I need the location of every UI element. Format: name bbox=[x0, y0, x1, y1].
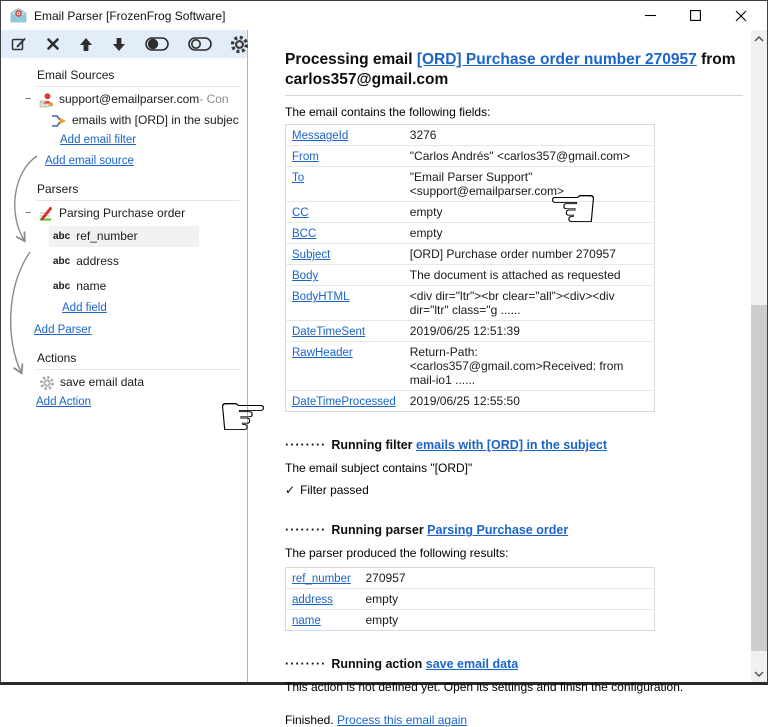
processing-log-panel bbox=[248, 30, 751, 727]
table-row bbox=[286, 244, 655, 265]
settings-gear-icon[interactable] bbox=[231, 36, 248, 53]
minimize-icon bbox=[645, 10, 656, 21]
field-value: empty bbox=[404, 202, 655, 223]
table-row bbox=[286, 286, 655, 321]
collapse-toggle[interactable]: − bbox=[25, 207, 32, 219]
close-icon bbox=[735, 10, 747, 22]
action-gear-icon bbox=[39, 375, 55, 391]
field-link[interactable]: To bbox=[292, 172, 305, 185]
table-row bbox=[286, 321, 655, 342]
page-title bbox=[285, 50, 743, 90]
toggle-on-icon[interactable] bbox=[145, 36, 169, 53]
section-actions: Actions bbox=[37, 351, 239, 370]
field-link[interactable]: RawHeader bbox=[292, 347, 353, 360]
result-field-link[interactable]: name bbox=[292, 615, 321, 628]
collapse-toggle[interactable]: − bbox=[25, 93, 32, 105]
running-filter-label: Running filter bbox=[331, 438, 417, 453]
filter-detail: The email subject contains "[ORD]" bbox=[285, 461, 473, 476]
field-link[interactable]: BCC bbox=[292, 228, 317, 241]
tree-item-action[interactable] bbox=[1, 374, 247, 391]
field-value: <div dir="ltr"><br clear="all"><div><div dir="ltr" class="g ...... bbox=[404, 286, 655, 321]
tree-item-field-address[interactable] bbox=[49, 251, 199, 272]
tree-item-parser[interactable] bbox=[1, 205, 247, 222]
action-label: save email data bbox=[60, 375, 145, 389]
heading-from: from bbox=[696, 51, 736, 68]
field-link[interactable]: From bbox=[292, 151, 319, 164]
field-link[interactable]: Body bbox=[292, 270, 319, 283]
move-up-icon[interactable] bbox=[79, 36, 93, 53]
field-value: "Carlos Andrés" <carlos357@gmail.com> bbox=[404, 146, 655, 167]
maximize-button[interactable] bbox=[673, 1, 718, 30]
table-row bbox=[286, 610, 655, 631]
process-again-link[interactable]: Process this email again bbox=[337, 713, 468, 727]
dots-prefix: ········ bbox=[285, 657, 327, 672]
table-row bbox=[286, 125, 655, 146]
table-row bbox=[286, 391, 655, 412]
email-filter-label: emails with [ORD] in the subjec bbox=[72, 113, 239, 127]
field-link[interactable]: CC bbox=[292, 207, 309, 220]
add-email-source-link[interactable]: Add email source bbox=[45, 155, 134, 167]
table-row bbox=[286, 265, 655, 286]
dots-prefix: ········ bbox=[285, 523, 327, 538]
result-value: empty bbox=[360, 610, 655, 631]
table-row bbox=[286, 202, 655, 223]
parser-link[interactable]: Parsing Purchase order bbox=[427, 523, 569, 538]
field-value: The document is attached as requested bbox=[404, 265, 655, 286]
email-source-status: - Con bbox=[199, 92, 229, 106]
finished-line bbox=[285, 713, 743, 727]
filter-link[interactable]: emails with [ORD] in the subject bbox=[416, 438, 608, 453]
arrow-filter-to-parser bbox=[15, 156, 37, 240]
running-action-line bbox=[285, 657, 743, 671]
add-field-link[interactable]: Add field bbox=[62, 302, 107, 314]
field-label: name bbox=[76, 279, 107, 293]
parser-label: Parsing Purchase order bbox=[59, 206, 186, 220]
add-action-link[interactable]: Add Action bbox=[36, 396, 91, 408]
filter-icon bbox=[51, 113, 67, 129]
tree-item-field-name[interactable] bbox=[49, 276, 199, 297]
action-link[interactable]: save email data bbox=[425, 657, 519, 672]
field-value: "Email Parser Support" <support@emailparser.com> bbox=[404, 167, 655, 202]
result-value: empty bbox=[360, 589, 655, 610]
toolbar bbox=[1, 30, 247, 58]
tree-item-email-filter[interactable] bbox=[1, 112, 247, 129]
move-down-icon[interactable] bbox=[112, 36, 126, 53]
field-label: ref_number bbox=[76, 229, 138, 243]
parser-results-table bbox=[285, 567, 655, 631]
field-label: address bbox=[76, 254, 119, 268]
app-logo-icon bbox=[10, 8, 27, 23]
tree-item-field-ref-number[interactable] bbox=[49, 226, 199, 247]
table-row bbox=[286, 342, 655, 391]
result-field-link[interactable]: ref_number bbox=[292, 573, 351, 586]
titlebar bbox=[1, 1, 767, 30]
running-parser-label: Running parser bbox=[331, 523, 428, 538]
hand-pointer-right-icon: ☞ bbox=[217, 382, 269, 450]
text-field-icon: abc bbox=[53, 256, 71, 267]
section-parsers: Parsers bbox=[37, 182, 239, 201]
field-value: empty bbox=[404, 223, 655, 244]
config-tree bbox=[1, 58, 247, 682]
scrollbar-thumb[interactable] bbox=[751, 305, 767, 651]
email-subject-link[interactable]: [ORD] Purchase order number 270957 bbox=[416, 51, 697, 68]
add-email-filter-link[interactable]: Add email filter bbox=[60, 134, 137, 146]
field-link[interactable]: DateTimeSent bbox=[292, 326, 366, 339]
action-detail: This action is not defined yet. Open its settings and finish the configuration. bbox=[285, 680, 684, 695]
field-value: 2019/06/25 12:55:50 bbox=[404, 391, 655, 412]
running-parser-line bbox=[285, 523, 743, 537]
add-parser-link[interactable]: Add Parser bbox=[34, 324, 92, 336]
finished-text: Finished. bbox=[285, 713, 338, 727]
edit-icon[interactable] bbox=[11, 36, 27, 53]
close-button[interactable] bbox=[718, 1, 763, 30]
table-row bbox=[286, 146, 655, 167]
running-action-label: Running action bbox=[331, 657, 426, 672]
scroll-up-icon[interactable] bbox=[751, 30, 767, 47]
fields-intro: The email contains the following fields: bbox=[285, 105, 491, 120]
field-link[interactable]: BodyHTML bbox=[292, 291, 350, 304]
hand-pointer-left-icon: ☜ bbox=[547, 174, 599, 242]
field-value: 3276 bbox=[409, 128, 437, 143]
email-source-label: support@emailparser.com bbox=[59, 92, 200, 106]
text-field-icon: abc bbox=[53, 231, 71, 242]
result-field-link[interactable]: address bbox=[292, 594, 333, 607]
field-link[interactable]: MessageId bbox=[292, 130, 349, 143]
text-field-icon: abc bbox=[53, 281, 71, 292]
field-value: 2019/06/25 12:51:39 bbox=[404, 321, 655, 342]
result-value: 270957 bbox=[365, 571, 406, 586]
section-email-sources: Email Sources bbox=[37, 68, 239, 87]
filter-result-text: Filter passed bbox=[300, 483, 369, 498]
window-title: Email Parser [FrozenFrog Software] bbox=[34, 8, 226, 23]
arrow-parser-to-action bbox=[11, 252, 30, 372]
filter-result bbox=[285, 483, 743, 497]
table-row bbox=[286, 223, 655, 244]
sidebar bbox=[1, 30, 248, 682]
dots-prefix: ········ bbox=[285, 438, 327, 453]
parser-intro: The parser produced the following results: bbox=[285, 546, 509, 561]
email-source-icon bbox=[38, 92, 54, 108]
email-fields-table bbox=[285, 124, 655, 412]
table-row bbox=[286, 589, 655, 610]
field-link[interactable]: DateTimeProcessed bbox=[292, 396, 396, 409]
delete-icon[interactable] bbox=[46, 36, 60, 53]
vertical-scrollbar[interactable] bbox=[751, 30, 767, 682]
table-row bbox=[286, 167, 655, 202]
table-row bbox=[286, 568, 655, 589]
running-filter-line bbox=[285, 438, 743, 452]
field-value: Return-Path: <carlos357@gmail.com>Received: from mail-io1 ...... bbox=[404, 342, 655, 391]
field-link[interactable]: Subject bbox=[292, 249, 331, 262]
heading-divider bbox=[285, 95, 743, 96]
toggle-off-icon[interactable] bbox=[188, 36, 212, 53]
check-icon: ✓ bbox=[285, 483, 296, 498]
tree-item-email-source[interactable] bbox=[1, 91, 247, 108]
field-value: [ORD] Purchase order number 270957 bbox=[404, 244, 655, 265]
parser-icon bbox=[38, 206, 54, 222]
minimize-button[interactable] bbox=[628, 1, 673, 30]
heading-sender: carlos357@gmail.com bbox=[285, 71, 449, 89]
heading-prefix: Processing email bbox=[285, 51, 417, 68]
scroll-down-icon[interactable] bbox=[751, 665, 767, 682]
maximize-icon bbox=[690, 10, 701, 21]
